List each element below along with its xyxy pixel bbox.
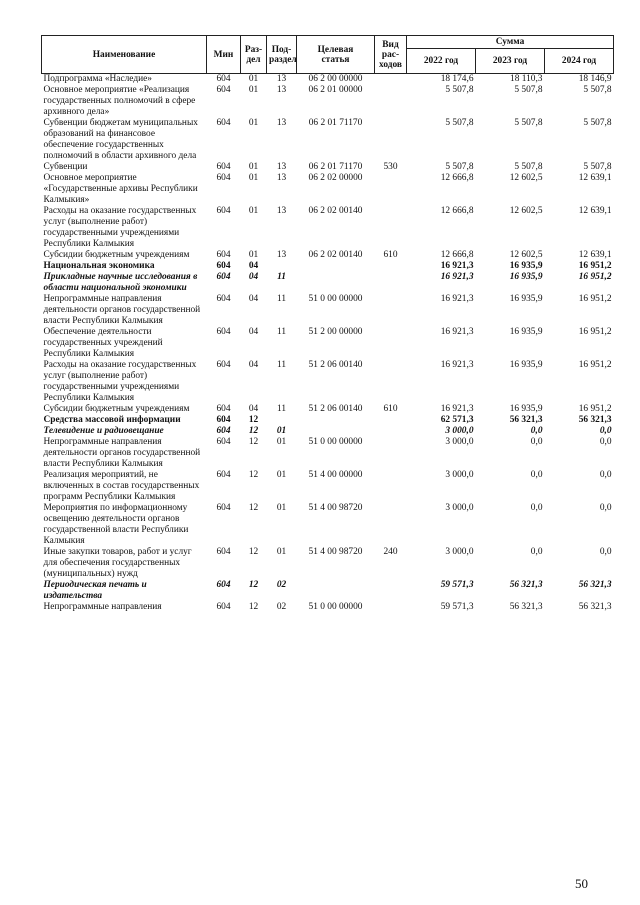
cell-vid: [375, 206, 407, 250]
cell-vid: [375, 85, 407, 118]
cell-2022: 5 507,8: [445, 118, 474, 128]
cell-vid: 530: [383, 162, 398, 172]
cell-2023: 16 935,9: [509, 404, 543, 414]
cell-2024: 12 639,1: [578, 250, 612, 260]
cell-min: 604: [216, 294, 231, 304]
cell-vid: [375, 74, 407, 86]
cell-name: Периодическая печать и издательства: [43, 580, 147, 601]
cell-2024: 0,0: [599, 426, 612, 436]
cell-target: 51 2 06 00140: [308, 404, 363, 414]
cell-min: 604: [216, 404, 231, 414]
table-row: [42, 173, 614, 206]
cell-name: Иные закупки товаров, работ и услуг для обеспечения государственных (муниципальных) нужд: [43, 547, 192, 579]
cell-min: 604: [216, 206, 231, 216]
cell-2024: 16 951,2: [578, 272, 612, 282]
table-row: [42, 250, 614, 261]
cell-target: [297, 272, 375, 294]
cell-target: [297, 415, 375, 426]
cell-2022: 5 507,8: [445, 162, 474, 172]
cell-2024: 5 507,8: [583, 118, 612, 128]
cell-target: 51 0 00 00000: [308, 294, 363, 304]
cell-name: Субвенции: [43, 162, 88, 172]
cell-name: Субсидии бюджетным учреждениям: [43, 250, 190, 260]
cell-2023: 16 935,9: [509, 327, 543, 337]
header-target: Целевая статья: [297, 36, 375, 74]
cell-2024: 0,0: [599, 547, 612, 557]
cell-name: Основное мероприятие «Реализация государственных полномочий в сфере архивного дела»: [43, 85, 196, 117]
cell-name: Основное мероприятие «Государственные архивы Республики Калмыкия»: [43, 173, 198, 205]
cell-razdel: 04: [248, 294, 259, 304]
cell-2024: 12 639,1: [578, 206, 612, 216]
cell-podrazdel: 13: [276, 118, 287, 128]
cell-name: Реализация мероприятий, не включенных в состав государственных программ Республики Калмыкия: [43, 470, 200, 502]
cell-razdel: 01: [248, 85, 259, 95]
cell-vid: [375, 294, 407, 327]
cell-vid: [375, 415, 407, 426]
table-row: [42, 602, 614, 613]
cell-target: [297, 261, 375, 272]
cell-min: 604: [216, 261, 231, 271]
cell-2023: 5 507,8: [514, 85, 543, 95]
cell-min: 604: [216, 426, 231, 436]
cell-min: 604: [216, 74, 231, 84]
cell-razdel: 04: [248, 404, 259, 414]
cell-razdel: 12: [248, 503, 259, 513]
cell-min: 604: [216, 118, 231, 128]
cell-2023: 18 110,3: [510, 74, 543, 84]
cell-2022: 12 666,8: [440, 206, 474, 216]
header-podrazdel: Под- раздел: [267, 36, 297, 74]
table-row: [42, 162, 614, 173]
cell-2024: 16 951,2: [578, 294, 612, 304]
cell-name: Подпрограмма «Наследие»: [43, 74, 152, 84]
cell-2023: 56 321,3: [509, 580, 543, 590]
cell-2024: 56 321,3: [578, 415, 612, 425]
cell-min: 604: [216, 470, 231, 480]
cell-name: Расходы на оказание государственных услуг (выполнение работ) государственными учреждениями Республики Калмыкия: [43, 206, 197, 249]
cell-name: Мероприятия по информационному освещению деятельности органов государственной власти Республики Калмыкия: [43, 503, 189, 546]
cell-min: 604: [216, 173, 231, 183]
cell-vid: [375, 470, 407, 503]
cell-2024: 16 951,2: [578, 404, 612, 414]
header-razdel: Раз- дел: [241, 36, 267, 74]
cell-2023: 0,0: [530, 547, 543, 557]
cell-2023: 0,0: [530, 503, 543, 513]
cell-podrazdel: 11: [276, 360, 287, 370]
cell-target: 06 2 00 00000: [308, 74, 363, 84]
cell-podrazdel: [267, 415, 297, 426]
cell-2023: 0,0: [530, 470, 543, 480]
cell-2023: 16 935,9: [509, 360, 543, 370]
cell-min: 604: [216, 272, 231, 282]
cell-name: Прикладные научные исследования в области национальной экономики: [43, 272, 198, 293]
cell-min: 604: [216, 602, 231, 612]
cell-min: 604: [216, 327, 231, 337]
cell-podrazdel: 13: [276, 162, 287, 172]
cell-razdel: 12: [248, 580, 259, 590]
cell-name: Субсидии бюджетным учреждениям: [43, 404, 190, 414]
cell-min: 604: [216, 360, 231, 370]
cell-min: 604: [216, 85, 231, 95]
cell-razdel: 01: [248, 118, 259, 128]
cell-2024: 16 951,2: [578, 327, 612, 337]
cell-2023: 12 602,5: [509, 206, 543, 216]
cell-2022: 16 921,3: [440, 261, 474, 271]
cell-2023: 5 507,8: [514, 118, 543, 128]
cell-podrazdel: 13: [276, 250, 287, 260]
cell-2023: 16 935,9: [509, 272, 543, 282]
cell-2024: 16 951,2: [578, 360, 612, 370]
cell-2024: 0,0: [599, 503, 612, 513]
cell-2023: 56 321,3: [509, 415, 543, 425]
table-row: [42, 470, 614, 503]
cell-min: 604: [216, 547, 231, 557]
cell-min: 604: [216, 503, 231, 513]
cell-target: 51 0 00 00000: [308, 437, 363, 447]
cell-razdel: 04: [248, 360, 259, 370]
cell-target: 51 0 00 00000: [308, 602, 363, 612]
cell-2022: 3 000,0: [445, 426, 474, 436]
cell-2022: 3 000,0: [445, 503, 474, 513]
cell-podrazdel: 02: [276, 602, 287, 612]
cell-razdel: 04: [248, 327, 259, 337]
cell-2022: 3 000,0: [445, 470, 474, 480]
cell-2024: 56 321,3: [578, 580, 612, 590]
cell-target: 51 4 00 98720: [308, 547, 363, 557]
cell-2024: 12 639,1: [578, 173, 612, 183]
cell-2022: 3 000,0: [445, 547, 474, 557]
cell-2023: 5 507,8: [514, 162, 543, 172]
cell-min: 604: [216, 437, 231, 447]
cell-podrazdel: 11: [276, 294, 287, 304]
cell-2022: 16 921,3: [440, 272, 474, 282]
cell-2024: 56 321,3: [578, 602, 612, 612]
header-year-2022: 2022 год: [407, 49, 476, 74]
cell-min: 604: [216, 162, 231, 172]
cell-2022: 59 571,3: [440, 602, 474, 612]
cell-2022: 16 921,3: [440, 327, 474, 337]
cell-podrazdel: 01: [276, 503, 287, 513]
table-header: [42, 36, 614, 74]
cell-name: Непрограммные направления деятельности органов государственной власти Республики Калмыкия: [43, 437, 201, 469]
cell-razdel: 12: [248, 602, 259, 612]
cell-2022: 18 174,6: [440, 74, 474, 84]
table-row: [42, 547, 614, 580]
header-summa: Сумма: [407, 36, 614, 49]
header-vid: Вид рас- ходов: [375, 36, 407, 74]
cell-target: [297, 580, 375, 602]
table-row: [42, 118, 614, 162]
cell-2023: 12 602,5: [509, 250, 543, 260]
table-row: [42, 85, 614, 118]
cell-podrazdel: 01: [276, 470, 287, 480]
cell-vid: [375, 503, 407, 547]
table-row: [42, 426, 614, 437]
table-row: [42, 272, 614, 294]
cell-2022: 59 571,3: [440, 580, 474, 590]
cell-min: 604: [216, 580, 231, 590]
cell-2023: 56 321,3: [509, 602, 543, 612]
cell-vid: [375, 437, 407, 470]
cell-target: 51 4 00 98720: [308, 503, 363, 513]
cell-2024: 16 951,2: [578, 261, 612, 271]
cell-vid: [375, 426, 407, 437]
cell-target: 51 2 00 00000: [308, 327, 363, 337]
table-row: [42, 261, 614, 272]
cell-podrazdel: [267, 261, 297, 272]
cell-vid: 610: [383, 404, 398, 414]
cell-2023: 16 935,9: [509, 261, 543, 271]
cell-2022: 3 000,0: [445, 437, 474, 447]
cell-podrazdel: 13: [276, 85, 287, 95]
cell-2023: 0,0: [530, 426, 543, 436]
cell-razdel: 12: [248, 547, 259, 557]
cell-razdel: 01: [248, 74, 259, 84]
header-year-2024: 2024 год: [545, 49, 614, 74]
header-min: Мин: [207, 36, 241, 74]
cell-2022: 12 666,8: [440, 250, 474, 260]
table-body: [42, 74, 614, 614]
table-row: [42, 74, 614, 86]
table-row: [42, 327, 614, 360]
cell-target: 06 2 01 71170: [308, 162, 363, 172]
cell-razdel: 12: [248, 437, 259, 447]
cell-razdel: 04: [248, 272, 259, 282]
table-row: [42, 206, 614, 250]
cell-2023: 12 602,5: [509, 173, 543, 183]
cell-min: 604: [216, 415, 231, 425]
cell-podrazdel: 01: [276, 437, 287, 447]
cell-podrazdel: 13: [276, 206, 287, 216]
cell-target: 06 2 02 00140: [308, 206, 363, 216]
cell-2024: 0,0: [599, 470, 612, 480]
cell-target: 51 4 00 00000: [308, 470, 363, 480]
table-row: [42, 437, 614, 470]
cell-2022: 62 571,3: [440, 415, 474, 425]
cell-target: 06 2 02 00000: [308, 173, 363, 183]
cell-razdel: 01: [248, 162, 259, 172]
cell-name: Расходы на оказание государственных услуг (выполнение работ) государственными учреждениями Республики Калмыкия: [43, 360, 197, 403]
cell-2022: 12 666,8: [440, 173, 474, 183]
cell-2023: 16 935,9: [509, 294, 543, 304]
cell-razdel: 12: [248, 415, 259, 425]
cell-name: Национальная экономика: [43, 261, 155, 271]
cell-name: Субвенции бюджетам муниципальных образований на финансовое обеспечение государственных полномочий в области архивного дела: [43, 118, 198, 161]
cell-vid: [375, 602, 407, 613]
cell-razdel: 04: [248, 261, 259, 271]
cell-vid: [375, 580, 407, 602]
cell-2022: 16 921,3: [440, 404, 474, 414]
cell-2022: 16 921,3: [440, 360, 474, 370]
cell-name: Непрограммные направления: [43, 602, 162, 612]
cell-podrazdel: 11: [276, 404, 287, 414]
cell-2024: 5 507,8: [583, 162, 612, 172]
cell-podrazdel: 13: [276, 173, 287, 183]
budget-table: [41, 35, 614, 613]
cell-vid: [375, 360, 407, 404]
page-number: 50: [575, 876, 588, 891]
cell-vid: 240: [383, 547, 398, 557]
table-row: [42, 580, 614, 602]
table-row: [42, 415, 614, 426]
cell-vid: [375, 261, 407, 272]
table-row: [42, 503, 614, 547]
cell-vid: [375, 272, 407, 294]
cell-podrazdel: 11: [276, 327, 287, 337]
cell-podrazdel: 02: [276, 580, 287, 590]
cell-2024: 5 507,8: [583, 85, 612, 95]
cell-razdel: 01: [248, 173, 259, 183]
header-name: Наименование: [42, 36, 207, 74]
cell-target: 06 2 01 00000: [308, 85, 363, 95]
cell-podrazdel: 11: [277, 272, 286, 282]
cell-razdel: 12: [248, 470, 259, 480]
cell-target: 06 2 02 00140: [308, 250, 363, 260]
cell-target: 51 2 06 00140: [308, 360, 363, 370]
cell-target: [297, 426, 375, 437]
cell-vid: [375, 118, 407, 162]
table-row: [42, 404, 614, 415]
cell-name: Непрограммные направления деятельности органов государственной власти Республики Калмыкия: [43, 294, 201, 326]
cell-min: 604: [216, 250, 231, 260]
cell-razdel: 01: [248, 206, 259, 216]
table-row: [42, 360, 614, 404]
cell-vid: [375, 173, 407, 206]
cell-podrazdel: 01: [276, 547, 287, 557]
cell-2024: 0,0: [599, 437, 612, 447]
cell-target: 06 2 01 71170: [308, 118, 363, 128]
cell-podrazdel: 13: [276, 74, 287, 84]
cell-2023: 0,0: [530, 437, 543, 447]
cell-2022: 5 507,8: [445, 85, 474, 95]
cell-vid: [375, 327, 407, 360]
cell-name: Телевидение и радиовещание: [43, 426, 164, 436]
cell-razdel: 12: [248, 426, 259, 436]
cell-2022: 16 921,3: [440, 294, 474, 304]
header-year-2023: 2023 год: [476, 49, 545, 74]
cell-name: Средства массовой информации: [43, 415, 181, 425]
cell-razdel: 01: [248, 250, 259, 260]
cell-name: Обеспечение деятельности государственных учреждений Республики Калмыкия: [43, 327, 163, 359]
cell-2024: 18 146,9: [578, 74, 612, 84]
table-row: [42, 294, 614, 327]
cell-podrazdel: 01: [276, 426, 287, 436]
cell-vid: 610: [383, 250, 398, 260]
